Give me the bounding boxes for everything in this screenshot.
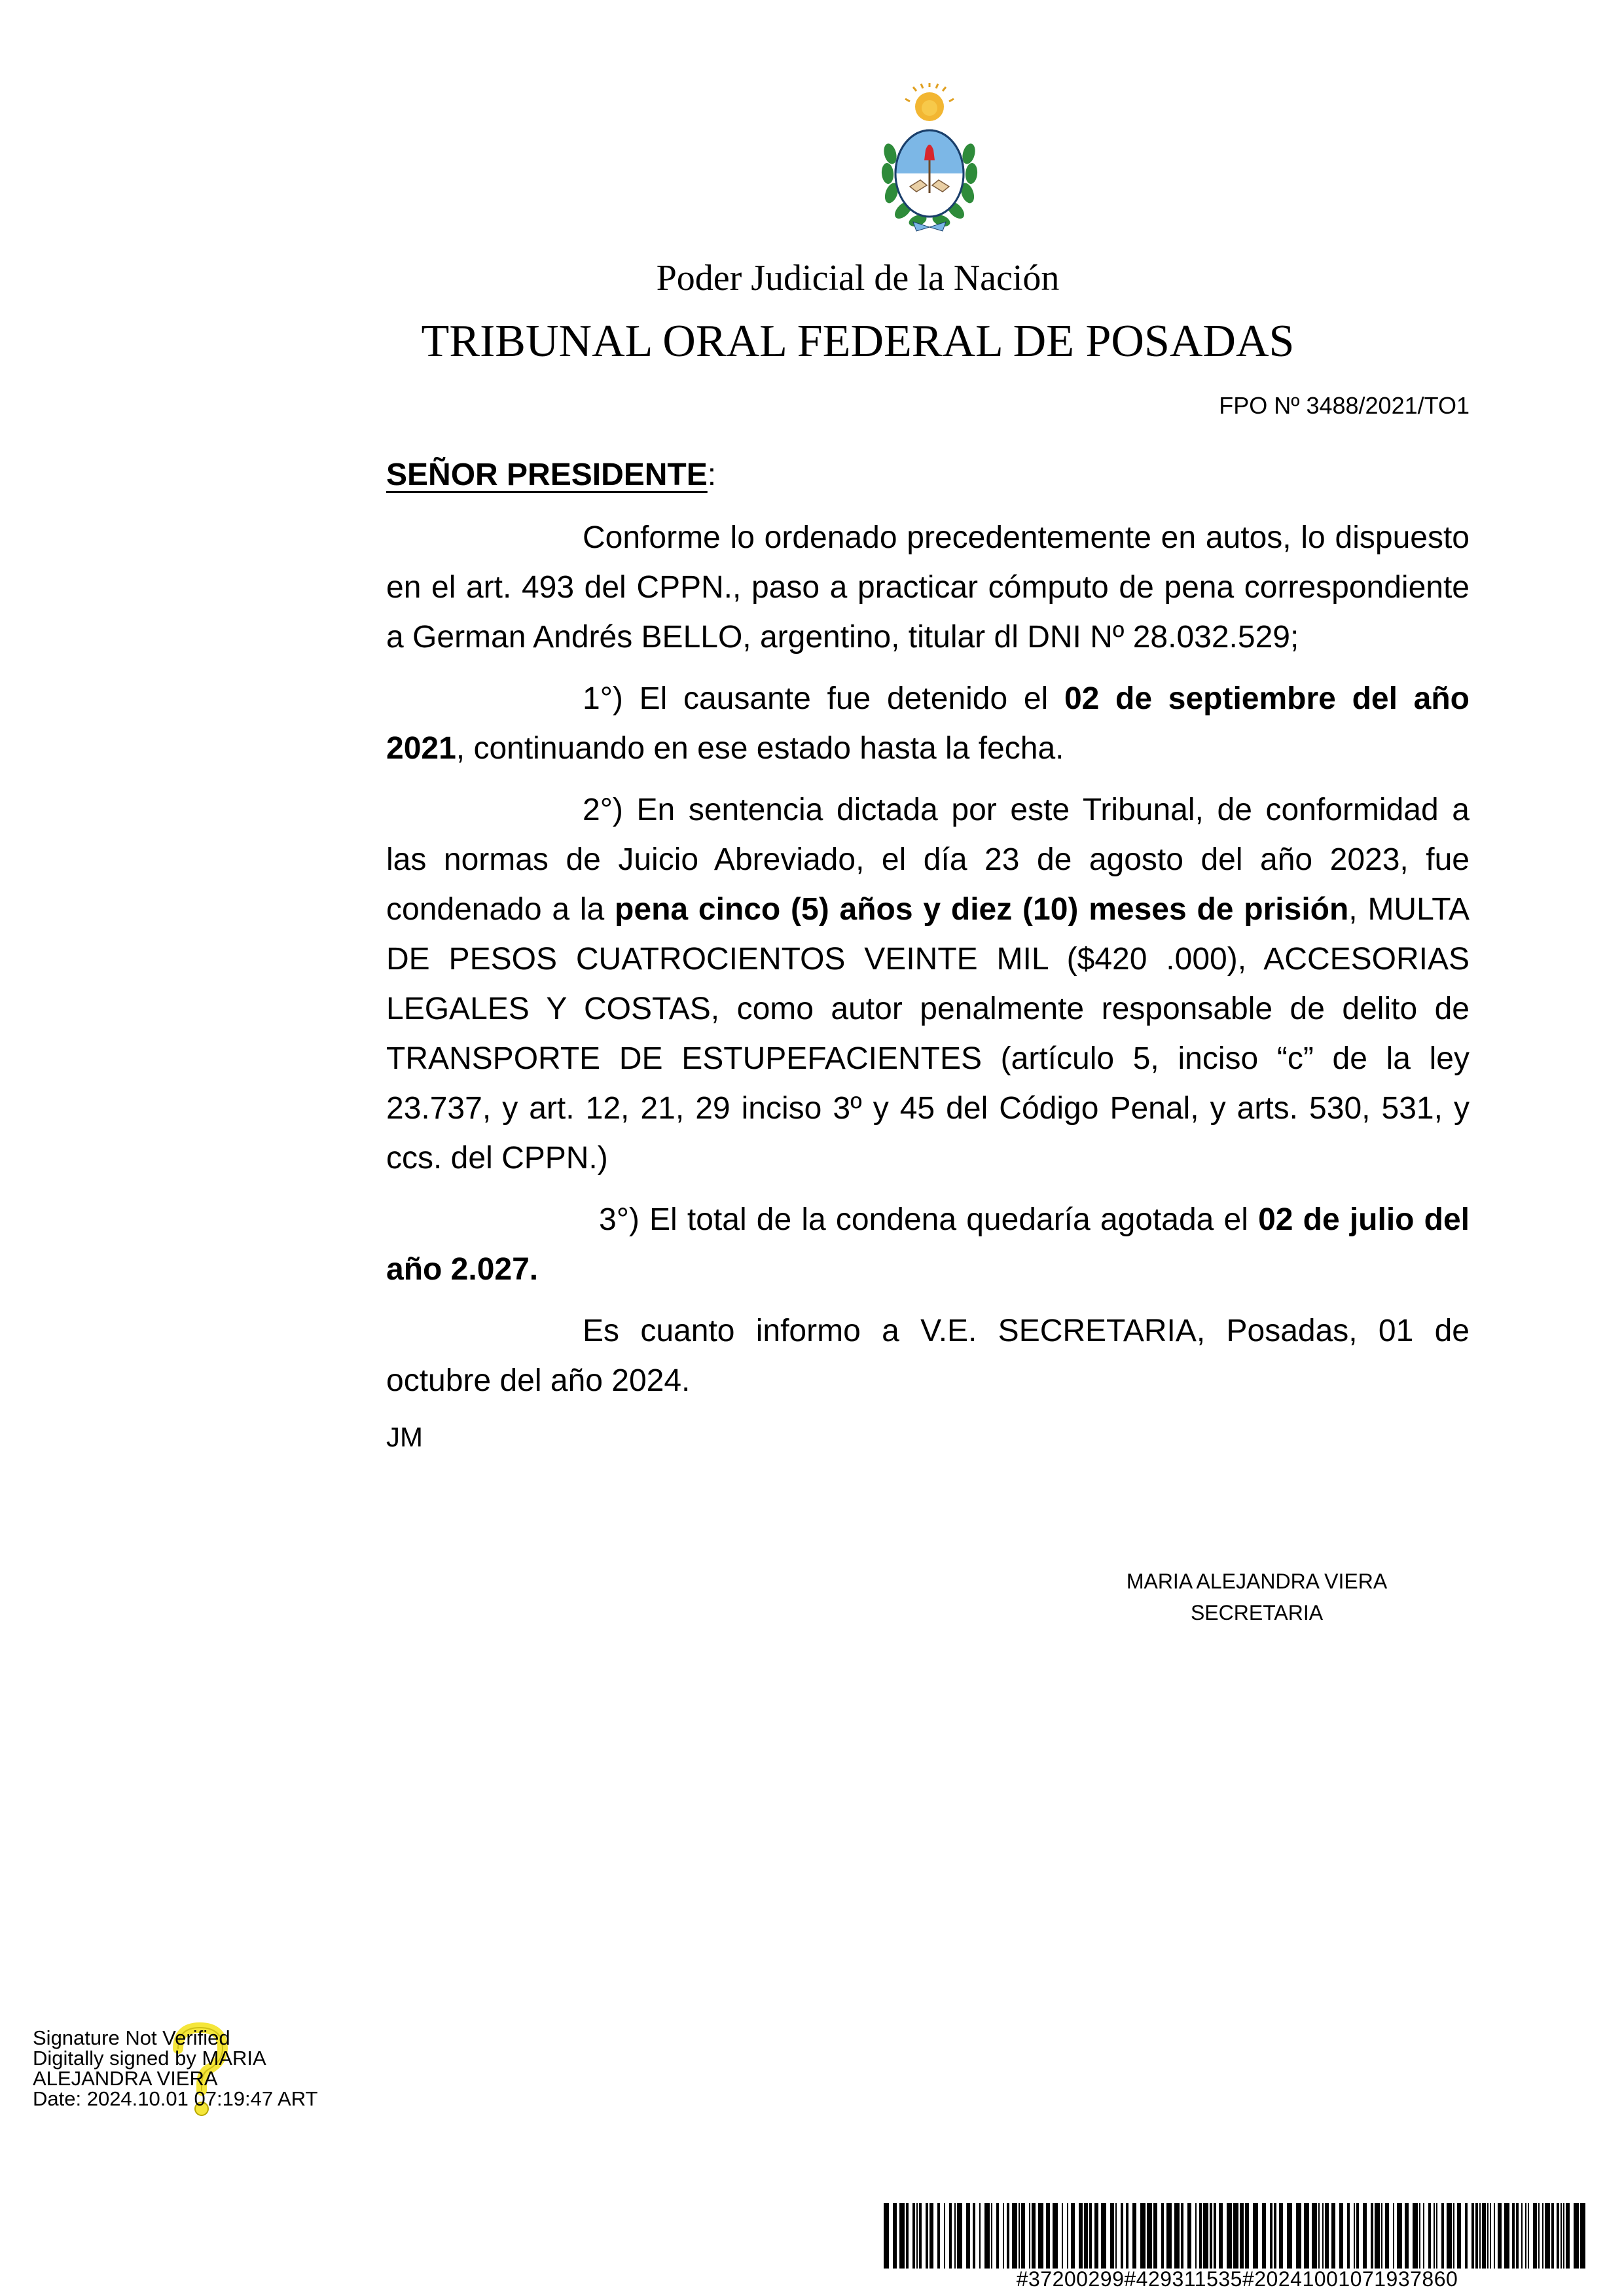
barcode-bar — [1512, 2203, 1515, 2269]
barcode-bar — [929, 2203, 933, 2269]
barcode-bar — [1457, 2203, 1461, 2269]
barcode-bar — [1381, 2203, 1382, 2269]
paragraph-text: , continuando en ese estado hasta la fecha. — [456, 731, 1064, 766]
barcode-bar — [1434, 2203, 1435, 2269]
coat-of-arms-icon — [877, 82, 982, 236]
barcode-bar — [1385, 2203, 1389, 2269]
barcode-bar — [1161, 2203, 1164, 2269]
paragraph-text: 3°) El total de la condena quedaría agotada el — [599, 1202, 1259, 1237]
sun-rays — [905, 83, 954, 121]
barcode-bar — [1274, 2203, 1276, 2269]
barcode-bar — [1566, 2203, 1570, 2269]
signatory-role: SECRETARIA — [1190, 1601, 1324, 1624]
barcode-bar — [949, 2203, 952, 2269]
barcode-bar — [1038, 2203, 1043, 2269]
barcode-bar — [944, 2203, 945, 2269]
barcode-bar — [1375, 2203, 1380, 2269]
barcode-bar — [1115, 2203, 1117, 2269]
barcode-bar — [1270, 2203, 1272, 2269]
barcode-bar — [1347, 2203, 1350, 2269]
barcode-bar — [1318, 2203, 1320, 2269]
barcode-bar — [1331, 2203, 1335, 2269]
barcode-bar — [1174, 2203, 1180, 2269]
barcode — [884, 2203, 1591, 2269]
signatory-name: MARIA ALEJANDRA VIERA — [1126, 1570, 1388, 1593]
barcode-bar — [1428, 2203, 1431, 2269]
paragraph-text: 2°) En sentencia dictada por este Tribunal, de conformidad a las normas de Juicio Abreviado, el día 23 de agosto del año 2023, fue condenado a la — [386, 793, 1470, 927]
sentence-term: pena cinco (5) años y diez (10) meses de prisión — [615, 892, 1349, 927]
barcode-bar — [1287, 2203, 1292, 2269]
barcode-bar — [1227, 2203, 1232, 2269]
barcode-bar — [1339, 2203, 1343, 2269]
paragraph-sentence — [386, 785, 1470, 1183]
barcode-bar — [1504, 2203, 1509, 2269]
barcode-bar — [1557, 2203, 1559, 2269]
paragraph-closing: Es cuanto informo a V.E. SECRETARIA, Posadas, 01 de octubre del año 2024. — [386, 1314, 1470, 1398]
barcode-bar — [1482, 2203, 1486, 2269]
barcode-bar — [1262, 2203, 1266, 2269]
barcode-bar — [1363, 2203, 1367, 2269]
paragraph-intro: Conforme lo ordenado precedentemente en autos, lo dispuesto en el art. 493 del CPPN., paso a practicar cómputo de pena correspondiente a German Andrés BELLO, argentino, titular dl DNI Nº 28.032.529; — [386, 520, 1470, 655]
barcode-bar — [1551, 2203, 1554, 2269]
barcode-bar — [984, 2203, 990, 2269]
barcode-bar — [1019, 2203, 1020, 2269]
barcode-bar — [1516, 2203, 1519, 2269]
barcode-bar — [1071, 2203, 1075, 2269]
barcode-bar — [1533, 2203, 1537, 2269]
barcode-bar — [1003, 2203, 1004, 2269]
shield — [895, 130, 964, 217]
barcode-bar — [1413, 2203, 1418, 2269]
barcode-bar — [1153, 2203, 1157, 2269]
barcode-bar — [1046, 2203, 1050, 2269]
signature-signer: Digitally signed by MARIA — [33, 2047, 266, 2070]
barcode-bar — [954, 2203, 956, 2269]
barcode-bar — [1101, 2203, 1106, 2269]
case-number: FPO Nº 3488/2021/TO1 — [1219, 392, 1470, 419]
barcode-bar — [991, 2203, 992, 2269]
barcode-bar — [1181, 2203, 1183, 2269]
barcode-bar — [1032, 2203, 1036, 2269]
barcode-bar — [1089, 2203, 1092, 2269]
ribbon — [913, 222, 946, 231]
barcode-bar — [1053, 2203, 1058, 2269]
barcode-bar — [1296, 2203, 1301, 2269]
barcode-bar — [926, 2203, 928, 2269]
barcode-bar — [1371, 2203, 1373, 2269]
barcode-bar — [1475, 2203, 1478, 2269]
paragraph-expiry — [386, 1195, 1470, 1295]
barcode-bar — [1574, 2203, 1579, 2269]
barcode-bar — [1029, 2203, 1030, 2269]
barcode-bar — [1354, 2203, 1355, 2269]
barcode-bar — [912, 2203, 915, 2269]
barcode-bar — [916, 2203, 918, 2269]
paragraph-detention — [386, 674, 1470, 774]
barcode-bar — [1465, 2203, 1468, 2269]
barcode-bar — [1140, 2203, 1146, 2269]
barcode-bar — [1423, 2203, 1424, 2269]
barcode-bar — [1304, 2203, 1309, 2269]
barcode-bar — [1322, 2203, 1324, 2269]
barcode-bar — [1521, 2203, 1523, 2269]
expiry-date: 02 de julio del año 2.027. — [386, 1202, 1470, 1287]
barcode-bar — [1498, 2203, 1502, 2269]
barcode-bar — [906, 2203, 909, 2269]
digital-signature-block — [33, 2028, 317, 2109]
barcode-bar — [1479, 2203, 1481, 2269]
barcode-bar — [1447, 2203, 1452, 2269]
barcode-bar — [1219, 2203, 1223, 2269]
signature-status: Signature Not Verified — [33, 2026, 230, 2049]
barcode-bar — [1356, 2203, 1359, 2269]
barcode-bar — [884, 2203, 889, 2269]
barcode-bar — [893, 2203, 897, 2269]
barcode-bar — [1210, 2203, 1212, 2269]
barcode-bar — [1245, 2203, 1249, 2269]
paragraph-text: , MULTA DE PESOS CUATROCIENTOS VEINTE MIL ($420 .000), ACCESORIAS LEGALES Y COSTAS, como autor penalmente responsable de delito de TRANSPORTE DE ESTUPEFACIENTES (artículo 5, inciso “c” de la ley 23.737, y art. 12, 21, 29 inciso 3º y 45 del Código Penal, y arts. 530, 531, y ccs. del CPPN.) — [386, 892, 1470, 1175]
barcode-bar — [1419, 2203, 1420, 2269]
barcode-bar — [957, 2203, 962, 2269]
barcode-bar — [899, 2203, 905, 2269]
barcode-bar — [1528, 2203, 1529, 2269]
barcode-number: #37200299#429311535#20241001071937860 — [1016, 2267, 1458, 2291]
barcode-bar — [1012, 2203, 1017, 2269]
barcode-bar — [1397, 2203, 1402, 2269]
barcode-bar — [1062, 2203, 1063, 2269]
barcode-bar — [1079, 2203, 1083, 2269]
signature-signer-cont: ALEJANDRA VIERA — [33, 2067, 218, 2090]
barcode-bar — [1487, 2203, 1489, 2269]
barcode-bar — [1187, 2203, 1191, 2269]
barcode-bar — [1279, 2203, 1283, 2269]
barcode-bar — [1545, 2203, 1550, 2269]
barcode-bar — [1561, 2203, 1562, 2269]
barcode-bar — [1166, 2203, 1172, 2269]
barcode-bar — [1538, 2203, 1540, 2269]
barcode-bar — [1021, 2203, 1025, 2269]
barcode-bar — [1147, 2203, 1152, 2269]
barcode-bar — [1393, 2203, 1394, 2269]
signature-date: Date: 2024.10.01 07:19:47 ART — [33, 2087, 318, 2110]
salutation-colon: : — [707, 457, 717, 492]
salutation: SEÑOR PRESIDENTE — [386, 457, 708, 492]
barcode-bar — [1126, 2203, 1128, 2269]
barcode-bar — [1240, 2203, 1244, 2269]
barcode-bar — [1253, 2203, 1258, 2269]
barcode-bar — [1132, 2203, 1136, 2269]
barcode-bar — [1195, 2203, 1197, 2269]
barcode-bar — [1441, 2203, 1444, 2269]
document-body — [386, 450, 1470, 1457]
barcode-bar — [966, 2203, 970, 2269]
barcode-bar — [1453, 2203, 1454, 2269]
court-name: TRIBUNAL ORAL FEDERAL DE POSADAS — [421, 316, 1295, 367]
barcode-bar — [1199, 2203, 1202, 2269]
barcode-bar — [1203, 2203, 1208, 2269]
barcode-bar — [1436, 2203, 1437, 2269]
barcode-bar — [1405, 2203, 1409, 2269]
barcode-bar — [1121, 2203, 1123, 2269]
barcode-bar — [1563, 2203, 1564, 2269]
barcode-bar — [973, 2203, 975, 2269]
barcode-bar — [1580, 2203, 1585, 2269]
barcode-bar — [1214, 2203, 1216, 2269]
barcode-bar — [1007, 2203, 1009, 2269]
barcode-bar — [1325, 2203, 1329, 2269]
barcode-bar — [1312, 2203, 1317, 2269]
barcode-bar — [1542, 2203, 1543, 2269]
detention-date: 02 de septiembre del año 2021 — [386, 681, 1470, 766]
barcode-bar — [1067, 2203, 1068, 2269]
barcode-bar — [1110, 2203, 1114, 2269]
barcode-bar — [1525, 2203, 1526, 2269]
barcode-bar — [1084, 2203, 1088, 2269]
barcode-bar — [996, 2203, 999, 2269]
barcode-bar — [979, 2203, 981, 2269]
paragraph-text: 1°) El causante fue detenido el — [583, 681, 1064, 716]
salutation-line — [386, 450, 1470, 500]
barcode-bar — [1233, 2203, 1238, 2269]
barcode-bar — [1494, 2203, 1495, 2269]
barcode-bar — [1471, 2203, 1474, 2269]
barcode-bar — [1490, 2203, 1491, 2269]
barcode-bar — [919, 2203, 922, 2269]
institution-name: Poder Judicial de la Nación — [656, 258, 1060, 298]
barcode-bar — [937, 2203, 940, 2269]
author-initials: JM — [386, 1422, 423, 1452]
barcode-bar — [1094, 2203, 1098, 2269]
